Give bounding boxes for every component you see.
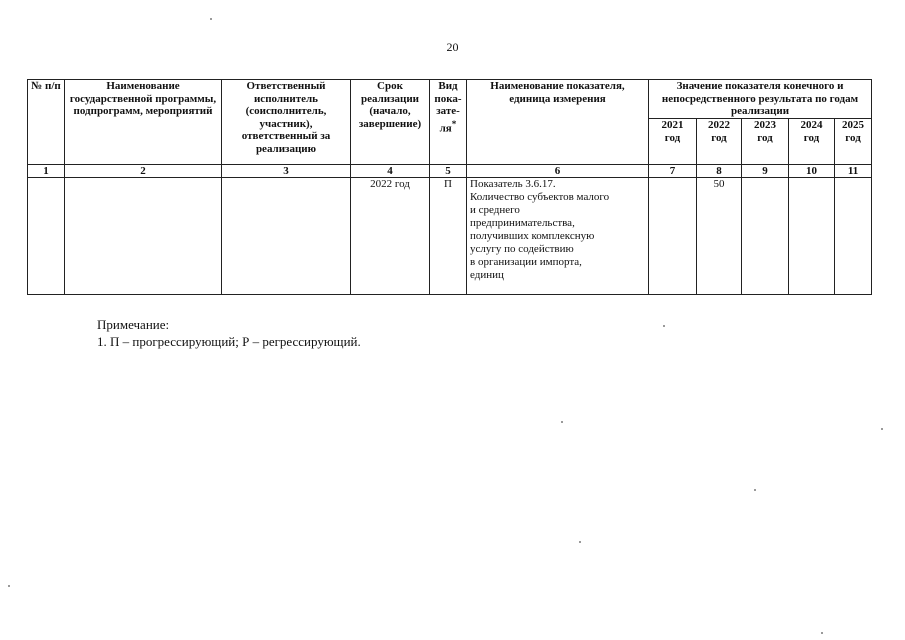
column-number: 4	[351, 165, 430, 178]
indicator-line: Показатель 3.6.17.	[470, 178, 556, 190]
header-year-2024: 2024 год	[789, 119, 835, 165]
scan-speck	[579, 541, 581, 543]
column-number: 9	[742, 165, 789, 178]
note	[97, 316, 361, 350]
scan-speck	[8, 585, 10, 587]
cell-period: 2022 год	[351, 178, 430, 295]
header-year-2025: 2025 год	[835, 119, 872, 165]
cell-value-2023	[742, 178, 789, 295]
cell-value-2022: 50	[697, 178, 742, 295]
header-year-2021: 2021 год	[649, 119, 697, 165]
scan-speck	[821, 632, 823, 634]
cell-no	[28, 178, 65, 295]
cell-indicator	[467, 178, 649, 295]
column-number: 1	[28, 165, 65, 178]
column-number: 11	[835, 165, 872, 178]
header-values-group: Значение показателя конечного и непосредственного результата по годам реализации	[649, 80, 872, 119]
header-kind-footnote-mark: *	[451, 118, 457, 129]
cell-executor	[222, 178, 351, 295]
header-year-2023: 2023 год	[742, 119, 789, 165]
scan-speck	[754, 489, 756, 491]
column-number: 3	[222, 165, 351, 178]
header-kind-label: Вид пока-зате-ля	[434, 80, 462, 135]
column-number: 5	[430, 165, 467, 178]
indicator-line: предпринимательства,	[470, 217, 575, 229]
scan-speck	[561, 421, 563, 423]
cell-program	[65, 178, 222, 295]
indicators-table	[27, 79, 872, 295]
header-period: Срок реализации (начало, завершение)	[351, 80, 430, 165]
scan-speck	[210, 18, 212, 20]
column-number: 7	[649, 165, 697, 178]
note-text: 1. П – прогрессирующий; Р – регрессирующий.	[97, 334, 361, 349]
column-numbers-row	[28, 165, 872, 178]
indicator-line: единиц	[470, 269, 504, 281]
header-program: Наименование государственной программы, подпрограмм, мероприятий	[65, 80, 222, 165]
indicator-line: Количество субъектов малого	[470, 191, 610, 203]
header-year-2022: 2022 год	[697, 119, 742, 165]
header-no: № п/п	[28, 80, 65, 165]
indicator-line: получивших комплексную	[470, 230, 595, 242]
indicator-line: и среднего	[470, 204, 520, 216]
table-row	[28, 178, 872, 295]
column-number: 8	[697, 165, 742, 178]
column-number: 2	[65, 165, 222, 178]
header-indicator: Наименование показателя, единица измерения	[467, 80, 649, 165]
column-number: 10	[789, 165, 835, 178]
cell-value-2021	[649, 178, 697, 295]
indicator-line: в организации импорта,	[470, 256, 582, 268]
scan-speck	[663, 325, 665, 327]
header-executor: Ответственный исполнитель (соисполнитель, участник), ответственный за реализацию	[222, 80, 351, 165]
cell-kind: П	[430, 178, 467, 295]
header-kind	[430, 80, 467, 165]
cell-value-2025	[835, 178, 872, 295]
column-number: 6	[467, 165, 649, 178]
cell-value-2024	[789, 178, 835, 295]
indicator-line: услугу по содействию	[470, 243, 574, 255]
scan-speck	[881, 428, 883, 430]
page-number: 20	[446, 40, 459, 54]
note-title: Примечание:	[97, 317, 170, 332]
